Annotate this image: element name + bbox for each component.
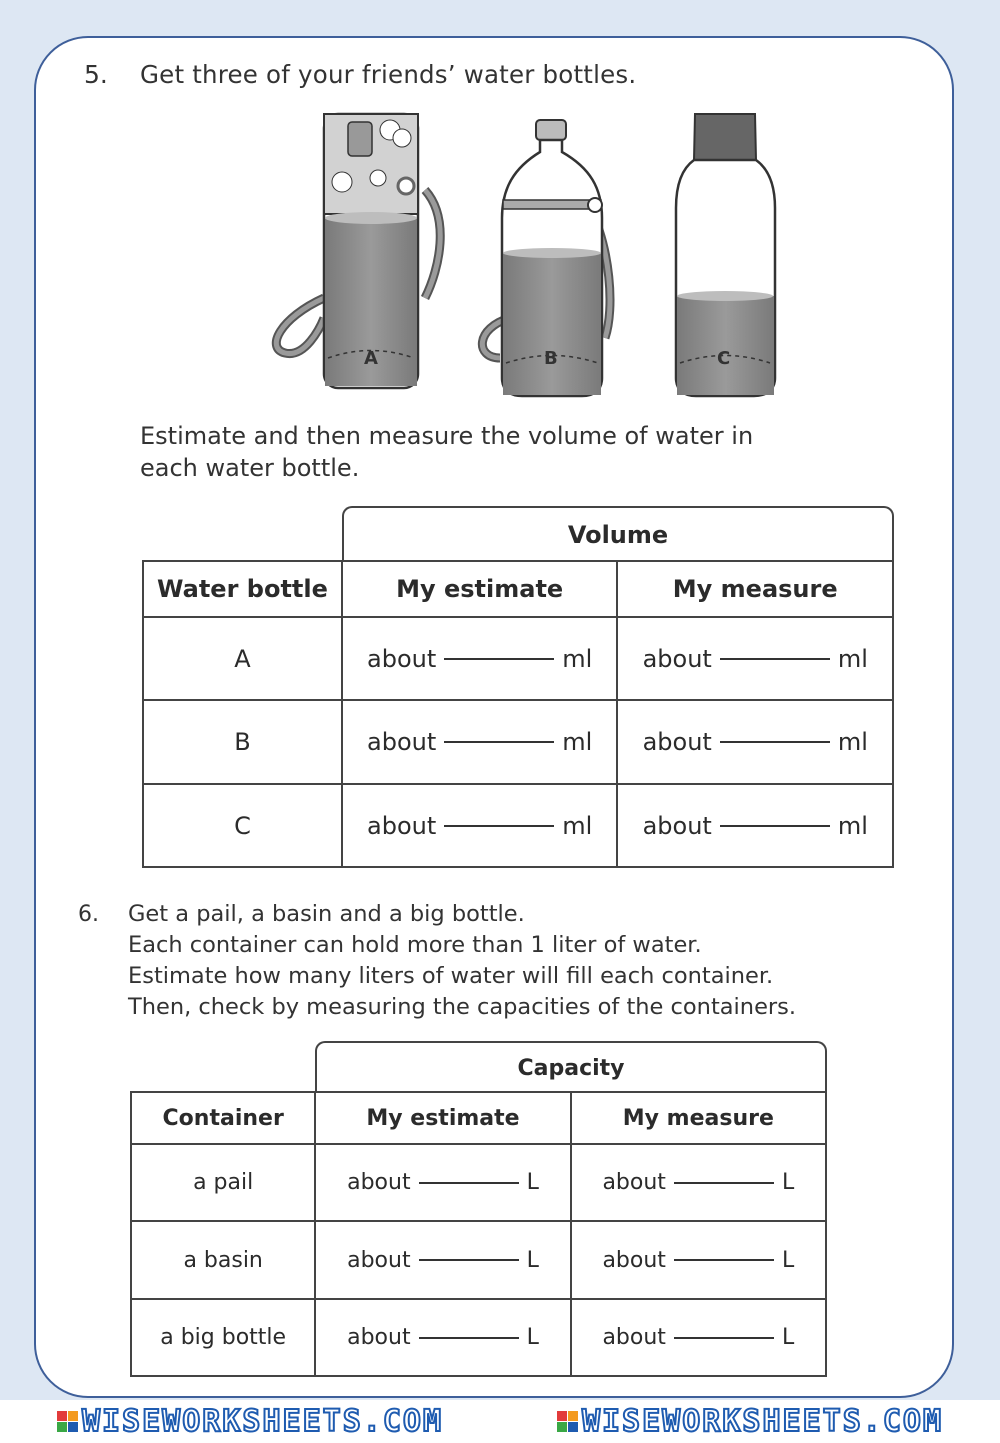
about-text: about bbox=[602, 1247, 666, 1273]
measure-blank[interactable] bbox=[720, 741, 830, 743]
about-text: about bbox=[602, 1170, 666, 1195]
unit-text: L bbox=[526, 1325, 539, 1350]
measure-blank[interactable] bbox=[674, 1337, 774, 1339]
estimate-blank[interactable] bbox=[419, 1337, 519, 1339]
unit-text: L bbox=[781, 1170, 795, 1195]
measure-blank[interactable] bbox=[674, 1259, 774, 1261]
bottle-a-label: A bbox=[364, 348, 378, 369]
about-text: about bbox=[347, 1247, 411, 1273]
unit-text: ml bbox=[562, 644, 593, 673]
bottle-c-label: C bbox=[717, 348, 731, 369]
table-row bbox=[143, 700, 893, 784]
header-my-measure: My measure bbox=[571, 1092, 826, 1144]
about-text: about bbox=[347, 1170, 411, 1195]
header-my-measure: My measure bbox=[617, 561, 893, 617]
table-row bbox=[131, 1144, 826, 1221]
unit-text: ml bbox=[562, 728, 593, 756]
unit-text: L bbox=[781, 1247, 795, 1273]
capacity-group-header: Capacity bbox=[315, 1041, 827, 1093]
bottle-b-label: B bbox=[544, 348, 558, 369]
q5-instruction bbox=[140, 420, 753, 484]
footer-banner bbox=[0, 1400, 1000, 1443]
unit-text: ml bbox=[837, 811, 868, 840]
row-label: a big bottle bbox=[131, 1299, 315, 1376]
q5-text: Get three of your friends’ water bottles. bbox=[140, 60, 637, 89]
brand-logo bbox=[557, 1404, 943, 1439]
measure-blank[interactable] bbox=[720, 658, 830, 660]
q6-line: Estimate how many liters of water will fill each container. bbox=[128, 963, 774, 989]
q5-number: 5. bbox=[84, 60, 108, 89]
table-row bbox=[131, 1221, 826, 1299]
header-my-estimate: My estimate bbox=[315, 1092, 570, 1144]
estimate-blank[interactable] bbox=[419, 1259, 519, 1261]
q6-text bbox=[128, 899, 796, 1023]
row-label: A bbox=[143, 617, 342, 700]
row-label: a basin bbox=[131, 1221, 315, 1299]
row-label: B bbox=[143, 700, 342, 784]
brand-text: WISEWORKSHEETS.COM bbox=[81, 1404, 444, 1439]
q6-line: Then, check by measuring the capacities of the containers. bbox=[128, 994, 797, 1020]
unit-text: ml bbox=[837, 644, 868, 673]
row-label: C bbox=[143, 784, 342, 867]
brand-text: WISEWORKSHEETS.COM bbox=[581, 1404, 944, 1439]
q6-line: Get a pail, a basin and a big bottle. bbox=[128, 901, 525, 927]
about-text: about bbox=[642, 728, 712, 756]
table-row bbox=[143, 784, 893, 867]
brand-logo bbox=[57, 1404, 443, 1439]
bottle-b bbox=[482, 120, 610, 396]
about-text: about bbox=[347, 1325, 411, 1350]
about-text: about bbox=[602, 1325, 666, 1350]
bottle-a bbox=[276, 114, 440, 388]
about-text: about bbox=[642, 811, 712, 840]
q5-instruction-line1: Estimate and then measure the volume of water in bbox=[140, 422, 754, 450]
volume-table bbox=[142, 560, 894, 868]
q6-number: 6. bbox=[78, 902, 99, 927]
unit-text: L bbox=[526, 1247, 539, 1273]
q5-instruction-line2: each water bottle. bbox=[140, 454, 360, 482]
row-label: a pail bbox=[131, 1144, 315, 1221]
unit-text: L bbox=[781, 1325, 795, 1350]
unit-text: ml bbox=[837, 728, 868, 756]
volume-group-header: Volume bbox=[342, 506, 894, 562]
about-text: about bbox=[642, 644, 712, 673]
estimate-blank[interactable] bbox=[444, 741, 554, 743]
about-text: about bbox=[367, 811, 437, 840]
about-text: about bbox=[367, 728, 437, 756]
estimate-blank[interactable] bbox=[419, 1182, 519, 1184]
table-row bbox=[143, 617, 893, 700]
logo-squares-icon bbox=[57, 1411, 78, 1432]
table-row bbox=[131, 1299, 826, 1376]
unit-text: L bbox=[526, 1170, 539, 1195]
estimate-blank[interactable] bbox=[444, 825, 554, 827]
header-container: Container bbox=[131, 1092, 315, 1144]
header-water-bottle: Water bottle bbox=[143, 561, 342, 617]
estimate-blank[interactable] bbox=[444, 658, 554, 660]
unit-text: ml bbox=[562, 811, 593, 840]
q6-line: Each container can hold more than 1 liter of water. bbox=[128, 932, 702, 958]
bottle-c bbox=[676, 114, 775, 396]
logo-squares-icon bbox=[557, 1411, 578, 1432]
measure-blank[interactable] bbox=[674, 1182, 774, 1184]
about-text: about bbox=[367, 644, 437, 673]
header-my-estimate: My estimate bbox=[342, 561, 618, 617]
water-bottles-illustration bbox=[260, 108, 800, 408]
capacity-table bbox=[130, 1091, 827, 1377]
measure-blank[interactable] bbox=[720, 825, 830, 827]
